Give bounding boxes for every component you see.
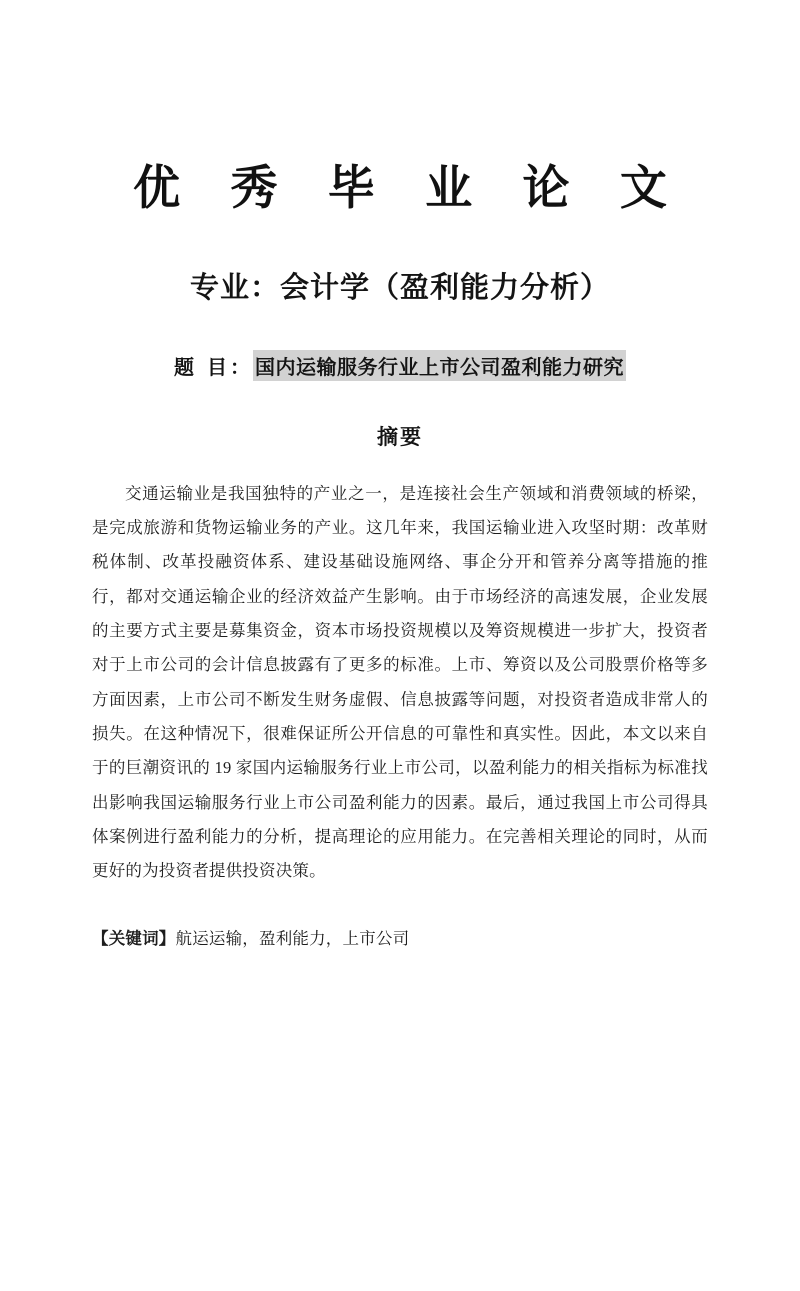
keywords-value: 航运运输，盈利能力，上市公司 — [175, 928, 410, 948]
document-page — [0, 160, 800, 1291]
keywords-row — [92, 923, 708, 954]
topic-value-highlighted: 国内运输服务行业上市公司盈利能力研究 — [253, 350, 626, 381]
document-subtitle-major: 专业：会计学（盈利能力分析） — [189, 269, 610, 304]
topic-label: 题 目： — [174, 354, 253, 379]
keywords-label: 【关键词】 — [92, 928, 176, 948]
abstract-heading: 摘要 — [377, 423, 423, 449]
document-title: 优 秀 毕 业 论 文 — [133, 161, 684, 216]
topic-row — [92, 350, 708, 381]
abstract-body-text: 交通运输业是我国独特的产业之一，是连接社会生产领域和消费领域的桥梁，是完成旅游和货物运输业务的产业。这几年来，我国运输业进入攻坚时期：改革财税体制、改革投融资体系、建设基础设施网络、事企分开和管养分离等措施的推行，都对交通运输企业的经济效益产生影响。由于市场经济的高速发展，企业发展的主要方式主要是募集资金，资本市场投资规模以及筹资规模进一步扩大，投资者对于上市公司的会计信息披露有了更多的标准。上市、筹资以及公司股票价格等多方面因素，上市公司不断发生财务虚假、信息披露等问题，对投资者造成非常人的损失。在这种情况下，很难保证所公开信息的可靠性和真实性。因此，本文以来自于的巨潮资讯的 19 家国内运输服务行业上市公司，以盈利能力的相关指标为标准找出影响我国运输服务行业上市公司盈利能力的因素。最后，通过我国上市公司得具体案例进行盈利能力的分析，提高理论的应用能力。在完善相关理论的同时，从而更好的为投资者提供投资决策。 — [92, 483, 708, 881]
